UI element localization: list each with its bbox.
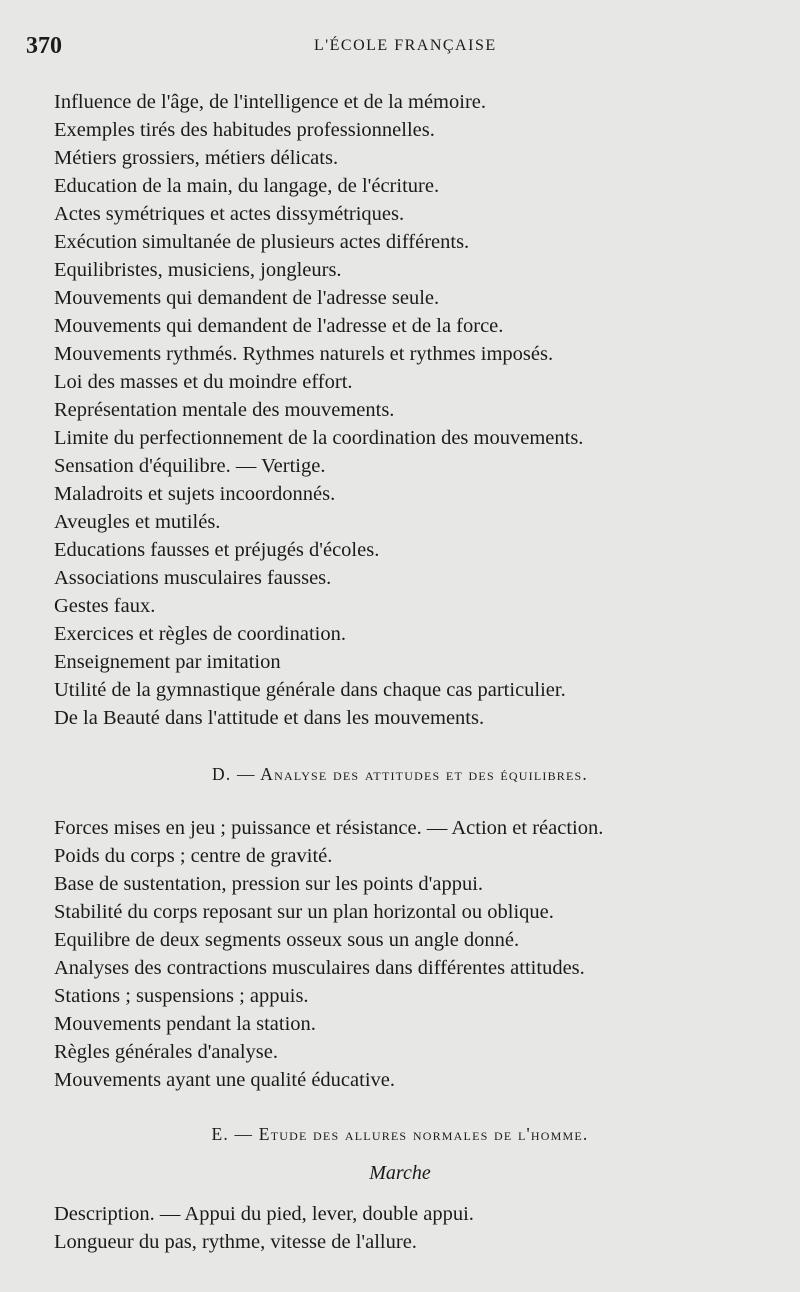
text-line: Stations ; suspensions ; appuis.: [54, 985, 309, 1007]
text-line: Actes symétriques et actes dissymétriques.: [54, 203, 405, 225]
text-line: Sensation d'équilibre. — Vertige.: [54, 455, 326, 477]
text-line: Influence de l'âge, de l'intelligence et de la mémoire.: [54, 91, 486, 113]
page-header: [24, 33, 784, 63]
text-line: Mouvements pendant la station.: [54, 1013, 316, 1035]
text-line: Stabilité du corps reposant sur un plan horizontal ou oblique.: [54, 901, 554, 923]
text-line: Mouvements ayant une qualité éducative.: [54, 1069, 395, 1091]
text-line: Enseignement par imitation: [54, 651, 281, 673]
text-line: Maladroits et sujets incoordonnés.: [54, 483, 336, 505]
text-line: De la Beauté dans l'attitude et dans les mouvements.: [54, 707, 485, 729]
text-line: Loi des masses et du moindre effort.: [54, 371, 353, 393]
page-number: 370: [26, 33, 62, 59]
text-line: Mouvements qui demandent de l'adresse seule.: [54, 287, 440, 309]
section-e-subheading: Marche: [369, 1162, 431, 1184]
text-line: Poids du corps ; centre de gravité.: [54, 845, 333, 867]
text-line: Métiers grossiers, métiers délicats.: [54, 147, 339, 169]
text-line: Equilibristes, musiciens, jongleurs.: [54, 259, 342, 281]
text-line: Utilité de la gymnastique générale dans chaque cas particulier.: [54, 679, 566, 701]
text-line: Exécution simultanée de plusieurs actes différents.: [54, 231, 470, 253]
text-line: Longueur du pas, rythme, vitesse de l'allure.: [54, 1231, 417, 1253]
text-line: Base de sustentation, pression sur les points d'appui.: [54, 873, 484, 895]
text-line: Analyses des contractions musculaires dans différentes attitudes.: [54, 957, 585, 979]
text-line: Educations fausses et préjugés d'écoles.: [54, 539, 380, 561]
text-line: Description. — Appui du pied, lever, double appui.: [54, 1203, 474, 1225]
text-line: Limite du perfectionnement de la coordination des mouvements.: [54, 427, 584, 449]
text-line: Gestes faux.: [54, 595, 156, 617]
text-line: Représentation mentale des mouvements.: [54, 399, 395, 421]
running-title: L'ÉCOLE FRANÇAISE: [314, 37, 497, 54]
text-line: Mouvements qui demandent de l'adresse et de la force.: [54, 315, 504, 337]
text-line: Exercices et règles de coordination.: [54, 623, 346, 645]
text-line: Mouvements rythmés. Rythmes naturels et rythmes imposés.: [54, 343, 554, 365]
text-line: Education de la main, du langage, de l'écriture.: [54, 175, 440, 197]
text-line: Règles générales d'analyse.: [54, 1041, 278, 1063]
section-e-heading: E. — Etude des allures normales de l'homme.: [211, 1124, 589, 1144]
text-line: Exemples tirés des habitudes professionnelles.: [54, 119, 435, 141]
section-d-heading: D. — Analyse des attitudes et des équilibres.: [212, 764, 588, 784]
text-line: Forces mises en jeu ; puissance et résistance. — Action et réaction.: [54, 817, 604, 839]
text-line: Aveugles et mutilés.: [54, 511, 221, 533]
text-line: Equilibre de deux segments osseux sous un angle donné.: [54, 929, 520, 951]
text-line: Associations musculaires fausses.: [54, 567, 332, 589]
